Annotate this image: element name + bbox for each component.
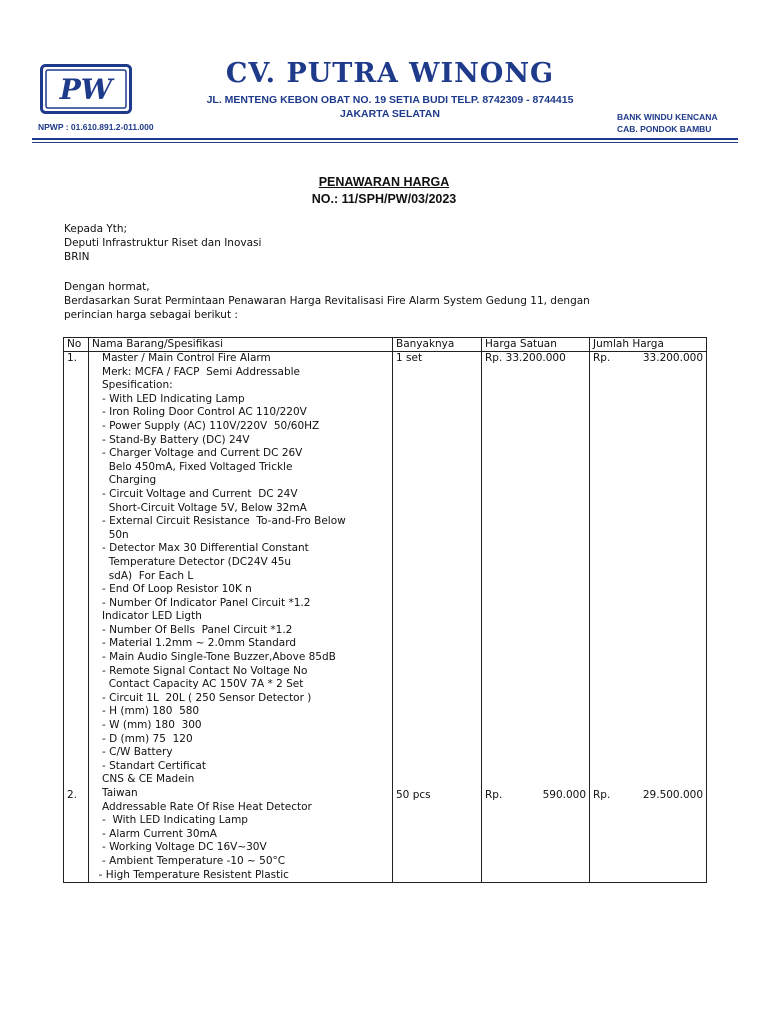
- header-quantity: Banyaknya: [393, 338, 482, 352]
- spec-line: Indicator LED Ligth: [92, 610, 202, 623]
- spec-line: - Number Of Bells Panel Circuit *1.2: [92, 623, 293, 636]
- item-number: 2.: [67, 788, 78, 801]
- spec-line: - Alarm Current 30mA: [92, 827, 217, 840]
- spec-line: - Ambient Temperature -10 ~ 50°C: [92, 854, 286, 867]
- item-quantity: 50 pcs: [396, 788, 431, 801]
- recipient-org: BRIN: [64, 251, 90, 263]
- total-value: 29.500.000: [642, 788, 703, 801]
- item-total: [593, 789, 703, 803]
- company-city: JAKARTA SELATAN: [340, 108, 440, 120]
- header-item-name: Nama Barang/Spesifikasi: [89, 338, 393, 352]
- spec-line: - End Of Loop Resistor 10K n: [92, 583, 252, 596]
- spec-line: Temperature Detector (DC24V 45u: [92, 555, 292, 568]
- spec-line: Master / Main Control Fire Alarm: [92, 352, 271, 364]
- spec-line: Belo 450mA, Fixed Voltaged Trickle: [92, 460, 293, 473]
- spec-line: - Power Supply (AC) 110V/220V 50/60HZ: [92, 419, 320, 432]
- spec-line: - Working Voltage DC 16V~30V: [92, 841, 267, 854]
- header-total-price: Jumlah Harga: [590, 338, 707, 352]
- header-rule-thin: [32, 142, 738, 143]
- spec-line: - Main Audio Single-Tone Buzzer,Above 85dB: [92, 651, 336, 664]
- bank-name: BANK WINDU KENCANA: [617, 112, 718, 122]
- intro-line-1: Berdasarkan Surat Permintaan Penawaran Harga Revitalisasi Fire Alarm System Gedung 11, dengan: [64, 295, 590, 307]
- spec-line: - With LED Indicating Lamp: [92, 392, 245, 405]
- bank-branch: CAB. PONDOK BAMBU: [617, 124, 712, 134]
- spec-line: - Remote Signal Contact No Voltage No: [92, 664, 308, 677]
- spec-line: - Number Of Indicator Panel Circuit *1.2: [92, 596, 311, 609]
- npwp-number: NPWP : 01.610.891.2-011.000: [38, 122, 154, 132]
- spec-line: - Standart Certificat: [92, 759, 206, 772]
- currency-prefix: Rp.: [485, 788, 503, 801]
- spec-line: - Iron Roling Door Control AC 110/220V: [92, 406, 307, 419]
- row-cell-specs: [89, 352, 393, 883]
- price-table: [63, 337, 707, 883]
- spec-line: Short-Circuit Voltage 5V, Below 32mA: [92, 501, 307, 514]
- unit-price-value: 590.000: [542, 788, 586, 801]
- spec-line: - With LED Indicating Lamp: [92, 814, 248, 827]
- item-total: [593, 352, 703, 366]
- spec-line: CNS & CE Madein: [92, 773, 195, 786]
- row-cell-total: [590, 352, 707, 883]
- logo-text: PW: [59, 73, 113, 106]
- spec-line: - Stand-By Battery (DC) 24V: [92, 433, 250, 446]
- item-unit-price: [485, 352, 586, 366]
- item-quantity: 1 set: [396, 352, 423, 364]
- document-number: NO.: 11/SPH/PW/03/2023: [311, 192, 457, 206]
- bank-info: [617, 111, 718, 135]
- currency-prefix: Rp.: [593, 352, 611, 364]
- row-cell-quantity: [393, 352, 482, 883]
- header-rule-thick: [32, 138, 738, 140]
- spec-line: - Material 1.2mm ~ 2.0mm Standard: [92, 637, 297, 650]
- document-title: PENAWARAN HARGA: [318, 175, 450, 189]
- row-cell-unit-price: [482, 352, 590, 883]
- spec-line: Spesification:: [92, 379, 173, 392]
- item-unit-price: [485, 789, 586, 803]
- table-header-row: [64, 338, 707, 352]
- spec-line: Taiwan: [92, 787, 138, 799]
- table-row: [64, 352, 707, 883]
- company-address: JL. MENTENG KEBON OBAT NO. 19 SETIA BUDI TELP. 8742309 - 8744415: [206, 94, 574, 106]
- unit-price-text: Rp. 33.200.000: [485, 352, 566, 364]
- spec-line: - Detector Max 30 Differential Constant: [92, 542, 309, 555]
- spec-line: sdA) For Each L: [92, 569, 194, 582]
- spec-line: Addressable Rate Of Rise Heat Detector: [92, 800, 312, 813]
- spec-line: - W (mm) 180 300: [92, 719, 202, 732]
- spec-line: - Circuit 1L 20L ( 250 Sensor Detector ): [92, 691, 312, 704]
- item-number: 1.: [67, 352, 78, 364]
- spec-line: - D (mm) 75 120: [92, 732, 193, 745]
- greeting: Dengan hormat,: [64, 281, 150, 293]
- spec-line: Merk: MCFA / FACP Semi Addressable: [92, 365, 300, 378]
- row-cell-numbers: [64, 352, 89, 883]
- company-logo: [40, 64, 132, 114]
- spec-line: 50n: [92, 528, 129, 541]
- header-unit-price: Harga Satuan: [482, 338, 590, 352]
- company-name: CV. PUTRA WINONG: [225, 58, 555, 89]
- recipient-name: Deputi Infrastruktur Riset dan Inovasi: [64, 237, 262, 249]
- spec-line: - High Temperature Resistent Plastic: [92, 868, 289, 881]
- spec-line: - Circuit Voltage and Current DC 24V: [92, 487, 298, 500]
- intro-line-2: perincian harga sebagai berikut :: [64, 309, 238, 321]
- currency-prefix: Rp.: [593, 788, 611, 801]
- spec-line: - External Circuit Resistance To-and-Fro Below: [92, 515, 346, 528]
- spec-line: - H (mm) 180 580: [92, 705, 200, 718]
- spec-line: - Charger Voltage and Current DC 26V: [92, 447, 303, 460]
- recipient-salutation: Kepada Yth;: [64, 223, 128, 235]
- total-value: 33.200.000: [642, 352, 703, 364]
- spec-line: - C/W Battery: [92, 746, 173, 759]
- spec-line: Contact Capacity AC 150V 7A * 2 Set: [92, 678, 304, 691]
- spec-line: Charging: [92, 474, 157, 487]
- header-no: No: [64, 338, 89, 352]
